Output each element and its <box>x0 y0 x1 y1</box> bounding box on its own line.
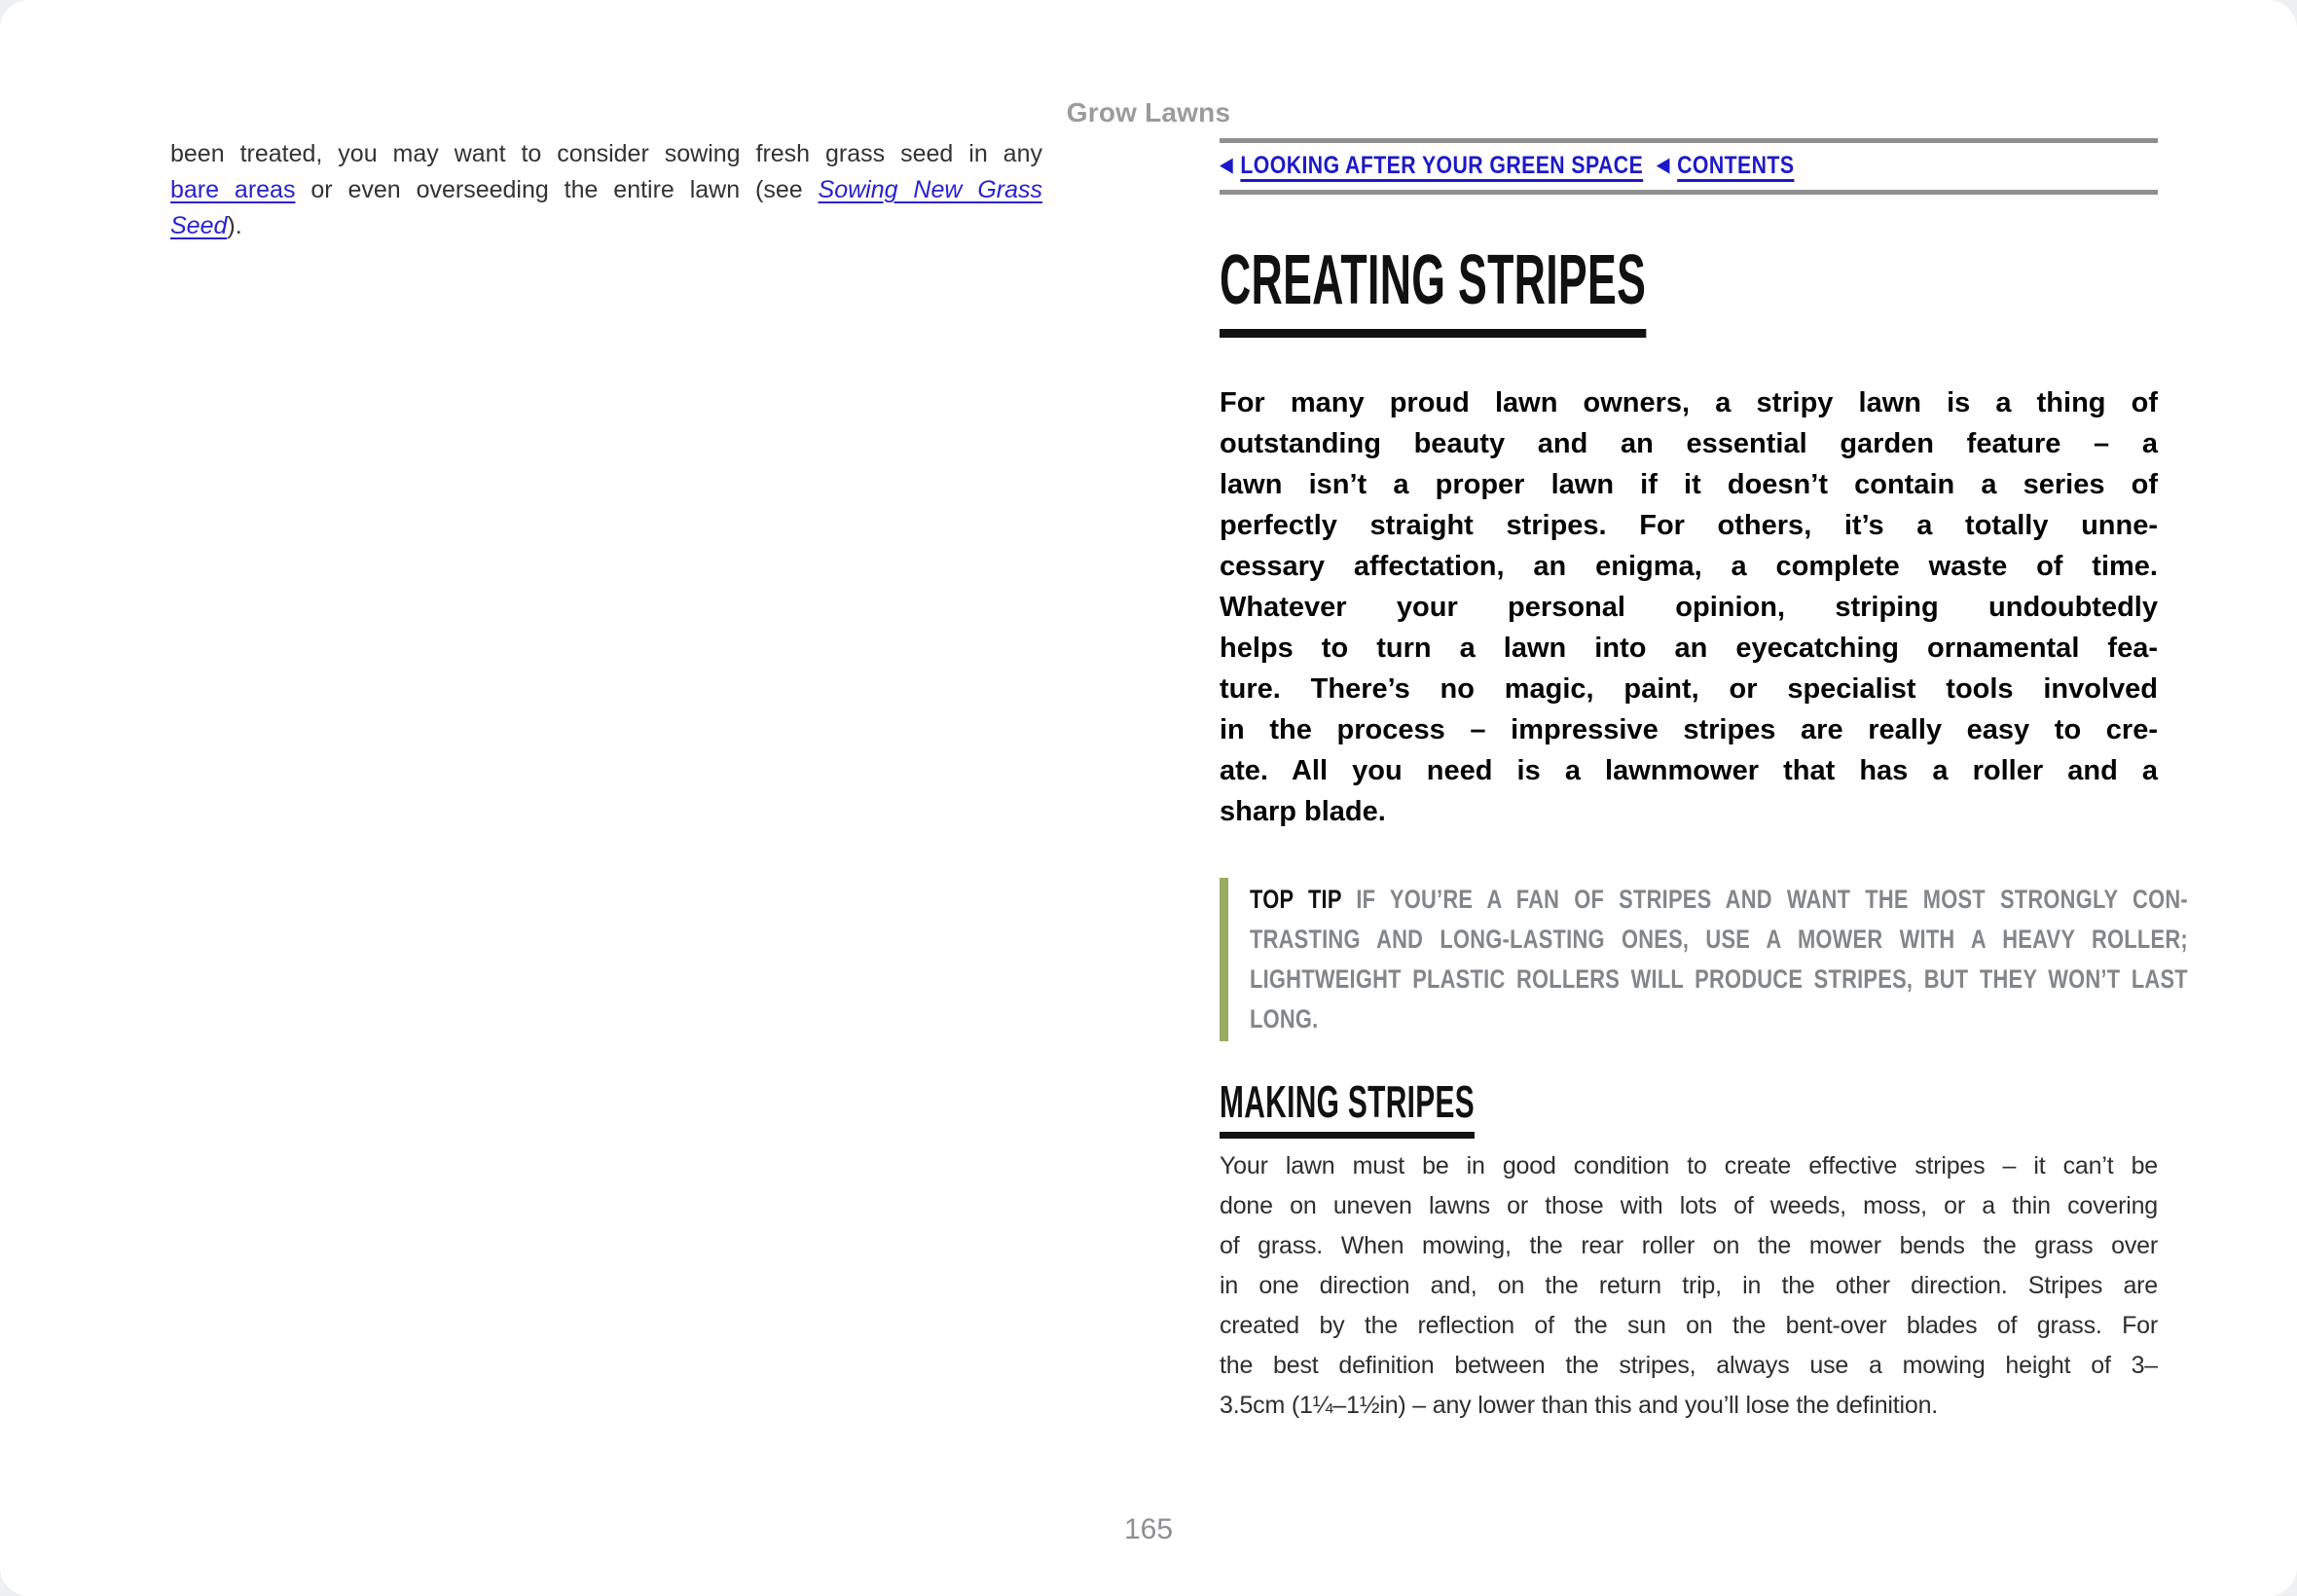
section-nav-links <box>1220 152 2158 180</box>
nav-contents-link[interactable]: CONTENTS <box>1677 152 1795 179</box>
chapter-title: Grow Lawns <box>1066 97 1231 127</box>
text-line: For many proud lawn owners, a stripy lawn is a thing of <box>1220 387 2158 418</box>
text-line: done on uneven lawns or those with lots of weeds, moss, or a thin covering <box>1220 1192 2158 1219</box>
text-line: cessary affectation, an enigma, a complete waste of time. <box>1220 551 2158 582</box>
text-line: Whatever your personal opinion, striping undoubtedly <box>1220 592 2158 623</box>
section-title: MAKING STRIPES <box>1220 1081 1475 1139</box>
left-column-paragraph <box>170 136 1042 244</box>
text-line <box>170 172 1042 208</box>
text-line: helps to turn a lawn into an eyecatching ornamental fea- <box>1220 633 2158 664</box>
text-line <box>170 136 1042 172</box>
paragraph-text: ). <box>227 212 242 239</box>
tip-text: IF YOU’RE A FAN OF STRIPES AND WANT THE MOST STRONGLY CON- <box>1341 885 2188 914</box>
top-tip-text <box>1250 880 2188 1039</box>
paragraph-text: or even overseeding the entire lawn (see <box>295 176 819 203</box>
right-column <box>1220 138 2188 1426</box>
sowing-new-grass-seed-link[interactable]: Seed <box>170 212 228 239</box>
section-nav-bar <box>1220 138 2158 195</box>
text-line: in the process – impressive stripes are really easy to cre- <box>1220 714 2158 745</box>
sowing-new-grass-seed-link[interactable]: Sowing New Grass <box>818 176 1042 203</box>
text-line <box>1250 880 2188 920</box>
text-line: outstanding beauty and an essential garden feature – a <box>1220 428 2158 459</box>
nav-back-link[interactable]: LOOKING AFTER YOUR GREEN SPACE <box>1240 152 1644 179</box>
tip-lines <box>1250 920 2188 1039</box>
paragraph-text: been treated, you may want to consider sowing fresh grass seed in any <box>170 140 1042 167</box>
text-line: lawn isn’t a proper lawn if it doesn’t contain a series of <box>1220 469 2158 500</box>
text-line: the best definition between the stripes, always use a mowing height of 3– <box>1220 1352 2158 1379</box>
back-arrow-icon: ◀ <box>1220 154 1233 176</box>
text-line: of grass. When mowing, the rear roller on the mower bends the grass over <box>1220 1232 2158 1259</box>
text-line: 3.5cm (1¼–1½in) – any lower than this and you’ll lose the definition. <box>1220 1392 1939 1419</box>
text-line: LONG. <box>1250 1004 1319 1034</box>
intro-paragraph <box>1220 382 2158 832</box>
text-line: Your lawn must be in good condition to create effective stripes – it can’t be <box>1220 1152 2158 1179</box>
top-tip-label: TOP TIP <box>1250 885 1342 914</box>
page-number: 165 <box>1123 1513 1174 1545</box>
section-body-paragraph <box>1220 1146 2158 1426</box>
bare-areas-link[interactable]: bare areas <box>170 176 296 203</box>
text-line: TRASTING AND LONG-LASTING ONES, USE A MOWER WITH A HEAVY ROLLER; <box>1250 925 2188 954</box>
text-line <box>170 208 1042 244</box>
contents-arrow-icon: ◀ <box>1656 154 1670 176</box>
text-line: ture. There’s no magic, paint, or specialist tools involved <box>1220 673 2158 705</box>
text-line: in one direction and, on the return trip, in the other direction. Stripes are <box>1220 1272 2158 1299</box>
text-line: ate. All you need is a lawnmower that has a roller and a <box>1220 755 2158 786</box>
page-title: CREATING STRIPES <box>1220 245 1646 338</box>
top-tip-callout <box>1220 878 2188 1041</box>
text-line: perfectly straight stripes. For others, it’s a totally unne- <box>1220 510 2158 541</box>
text-line: created by the reflection of the sun on the bent-over blades of grass. For <box>1220 1312 2158 1339</box>
text-line: LIGHTWEIGHT PLASTIC ROLLERS WILL PRODUCE STRIPES, BUT THEY WON’T LAST <box>1250 964 2188 994</box>
text-line: sharp blade. <box>1220 796 1386 827</box>
